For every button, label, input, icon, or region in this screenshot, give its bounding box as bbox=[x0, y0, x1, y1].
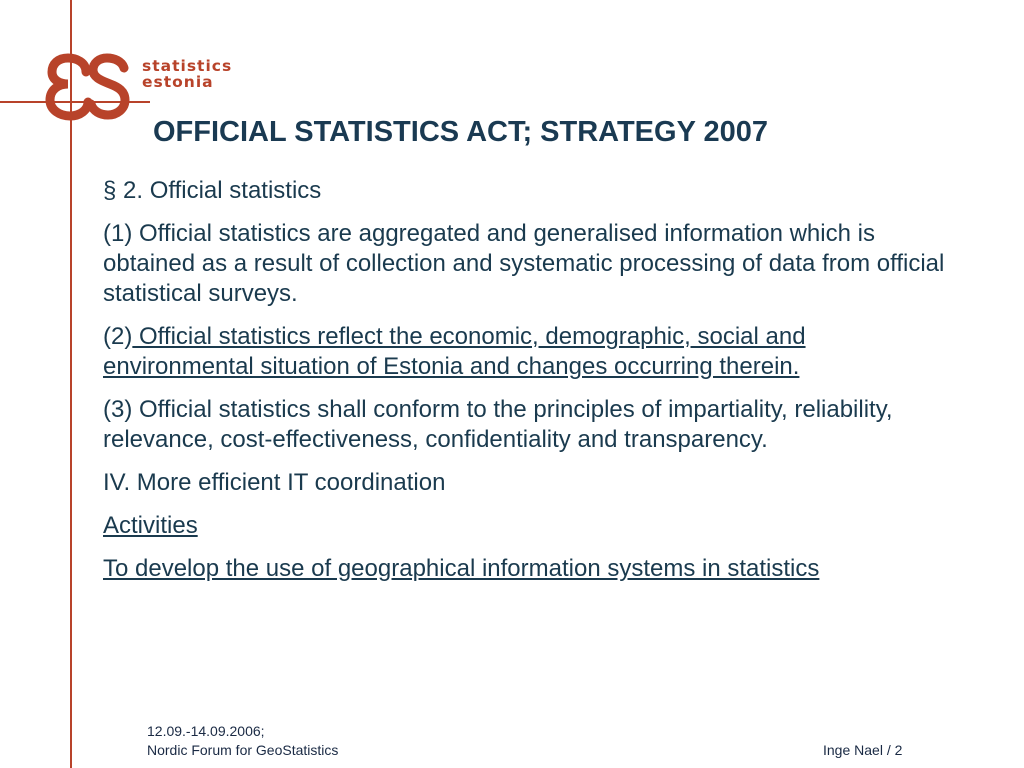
paragraph-3: (3) Official statistics shall conform to the principles of impartiality, reliability, relevance, cost-effectiveness, confidentiality and transparency. bbox=[103, 396, 893, 453]
footer-author-page: Inge Nael / 2 bbox=[823, 742, 903, 758]
paragraph-2-underlined-text: Official statistics reflect the economic, demographic, social and environmental situation of Estonia and changes occurring therein. bbox=[103, 323, 806, 380]
footer-date: 12.09.-14.09.2006; bbox=[147, 723, 265, 739]
activity-item: To develop the use of geographical information systems in statistics bbox=[103, 555, 820, 582]
slide-body bbox=[103, 176, 953, 597]
footer-event-info bbox=[147, 722, 338, 760]
paragraph-1: (1) Official statistics are aggregated and generalised information which is obtained as a result of collection and systematic processing of data from official statistical surveys. bbox=[103, 220, 945, 307]
paragraph-2 bbox=[103, 322, 953, 382]
section-iv-heading: IV. More efficient IT coordination bbox=[103, 469, 446, 496]
logo-glyph-e bbox=[50, 58, 88, 116]
section-heading: § 2. Official statistics bbox=[103, 177, 322, 204]
page-title: OFFICIAL STATISTICS ACT; STRATEGY 2007 bbox=[153, 116, 768, 148]
activities-heading: Activities bbox=[103, 512, 198, 539]
logo-text-statistics: statistics bbox=[142, 57, 233, 75]
paragraph-2-prefix: (2) bbox=[103, 323, 133, 350]
logo-text-estonia: estonia bbox=[142, 73, 214, 91]
footer-event-name: Nordic Forum for GeoStatistics bbox=[147, 742, 339, 758]
logo-glyph-s bbox=[91, 58, 125, 115]
